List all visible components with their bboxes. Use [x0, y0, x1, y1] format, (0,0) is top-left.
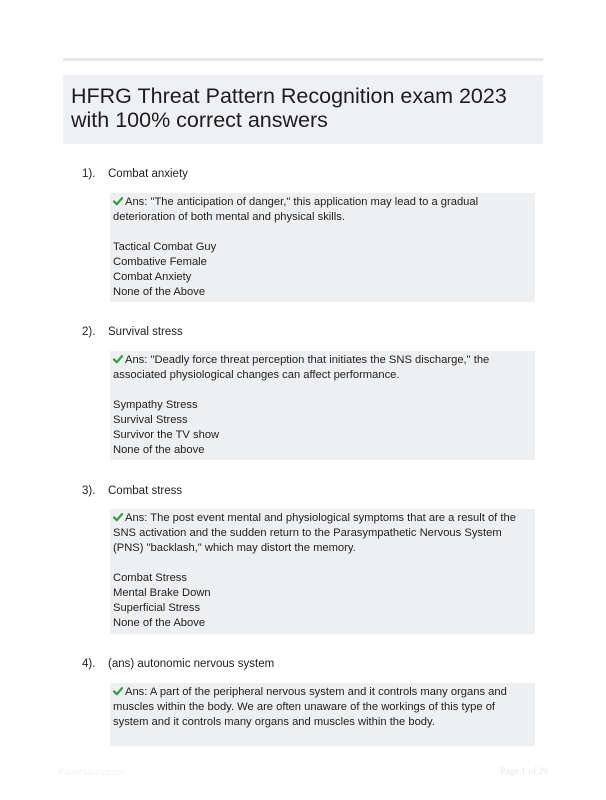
question-text: (ans) autonomic nervous system — [108, 658, 275, 670]
options-list — [113, 571, 529, 631]
answer-text: Ans: A part of the peripheral nervous system and it controls many organs and muscles within the body. We are often unaware of the workings of this type of system and it controls many organs and muscles within the body. — [113, 686, 507, 728]
answer-box-4 — [110, 683, 535, 746]
page-title: HFRG Threat Pattern Recognition exam 2023 with 100% correct answers — [71, 84, 507, 132]
answer-text: Ans: "The anticipation of danger," this application may lead to a gradual deterioration of both mental and physical skills. — [113, 196, 479, 223]
check-icon — [113, 512, 123, 522]
answer-text: Ans: "Deadly force threat perception that initiates the SNS discharge," the associated physiological changes can affect performance. — [113, 354, 490, 381]
check-icon — [113, 686, 123, 696]
option-item: None of the Above — [113, 286, 206, 298]
option-item: Combat Anxiety — [113, 271, 192, 283]
option-item: None of the Above — [113, 617, 206, 629]
option-item: None of the above — [113, 444, 205, 456]
answer-box-3 — [110, 509, 535, 634]
page-number: Page 1 of 29 — [500, 767, 548, 777]
option-item: Combat Stress — [113, 572, 187, 584]
footer-watermark: PaperStudy.com — [58, 767, 124, 777]
option-item: Mental Brake Down — [113, 587, 211, 599]
options-list — [113, 398, 529, 458]
top-rule — [63, 58, 543, 61]
option-item: Survivor the TV show — [113, 429, 220, 441]
check-icon — [113, 196, 123, 206]
check-icon — [113, 354, 123, 364]
question-number: 1). — [82, 168, 96, 180]
question-text: Combat stress — [108, 485, 183, 497]
options-list — [113, 240, 529, 300]
option-item: Tactical Combat Guy — [113, 241, 217, 253]
title-box — [63, 75, 543, 144]
answer-box-2 — [110, 351, 535, 460]
question-text: Survival stress — [108, 326, 183, 338]
option-item: Superficial Stress — [113, 602, 201, 614]
answer-text: Ans: The post event mental and physiological symptoms that are a result of the SNS activation and the sudden return to the Parasympathetic Nervous System (PNS) "backlash," which may distort the memory. — [113, 512, 516, 554]
answer-box-1 — [110, 193, 535, 302]
question-text: Combat anxiety — [108, 168, 188, 180]
option-item: Combative Female — [113, 256, 207, 268]
question-number: 3). — [82, 485, 96, 497]
option-item: Survival Stress — [113, 414, 188, 426]
question-number: 4). — [82, 658, 96, 670]
option-item: Sympathy Stress — [113, 399, 198, 411]
question-number: 2). — [82, 326, 96, 338]
